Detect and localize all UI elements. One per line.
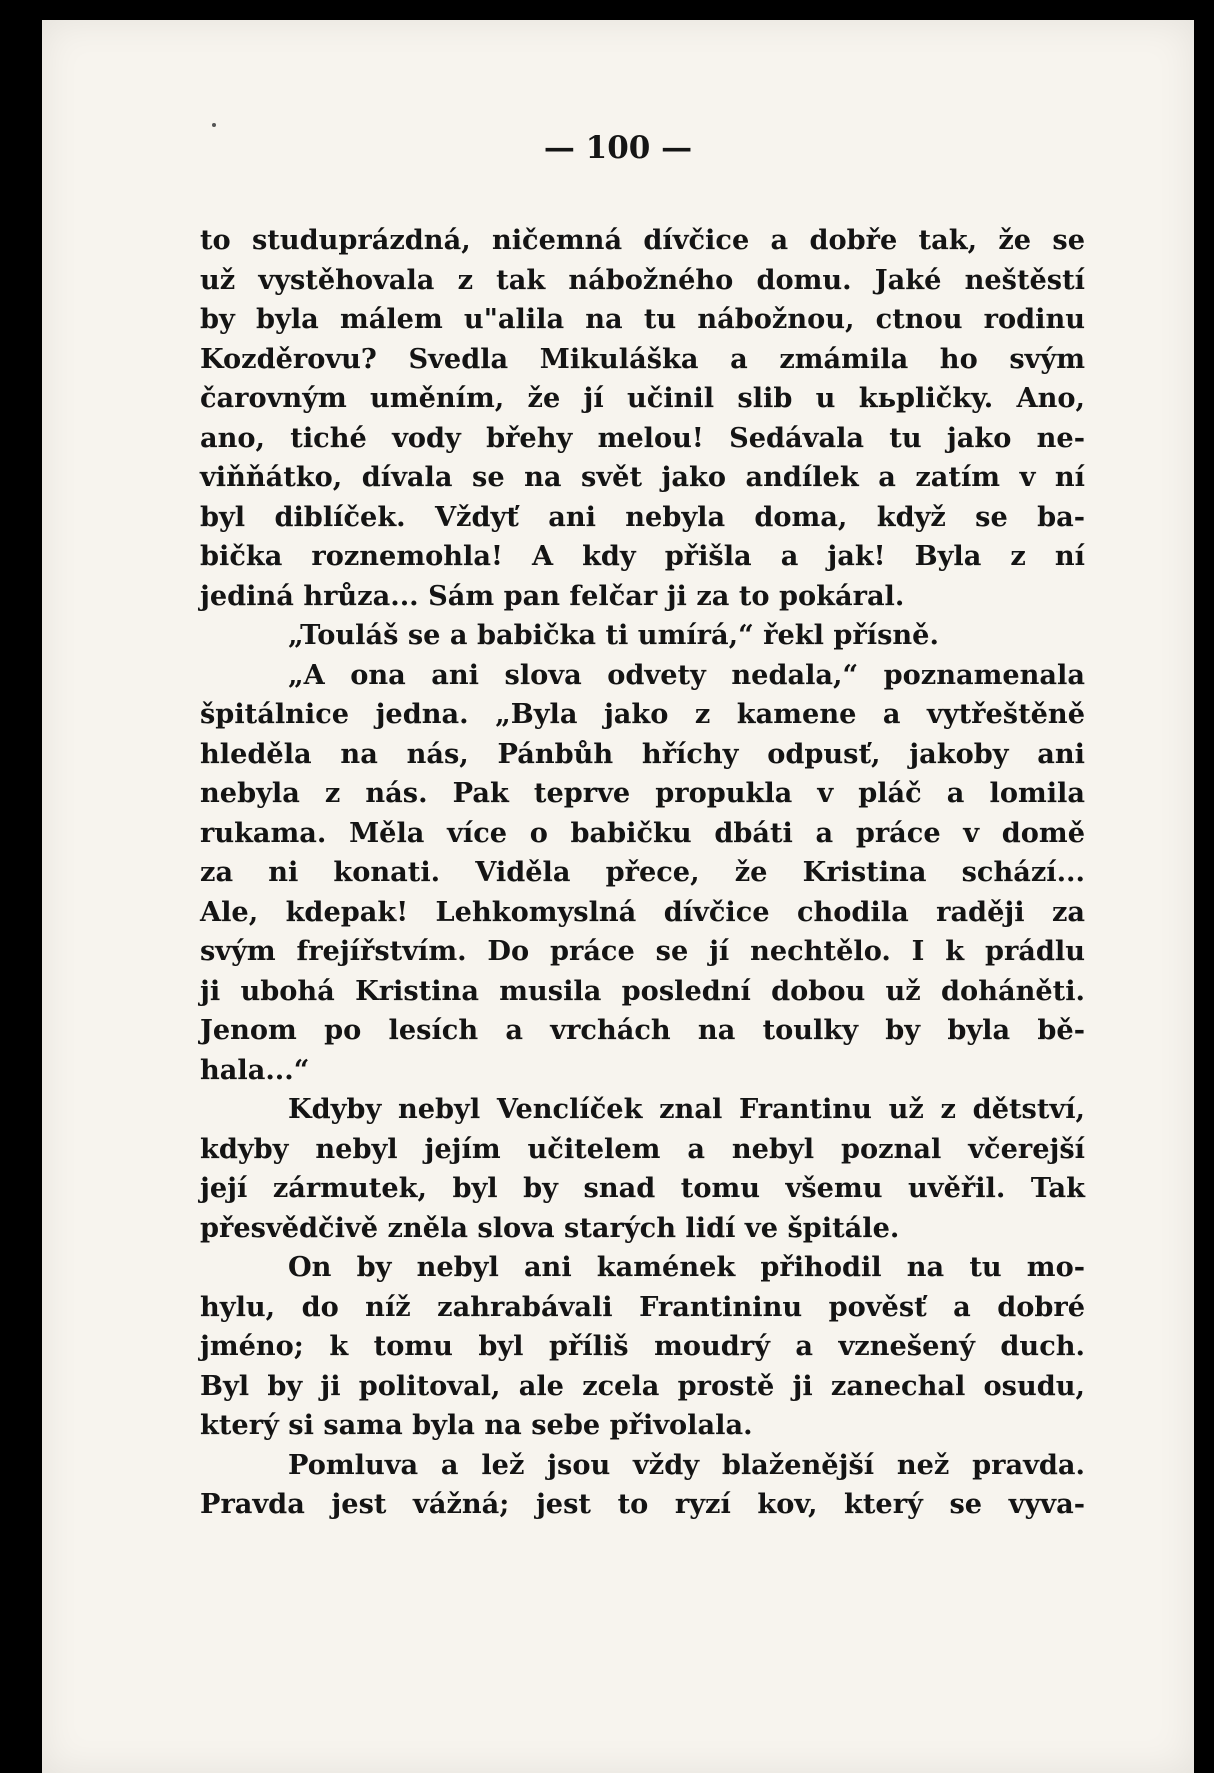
text-line: jméno; k tomu byl příliš moudrý a vznešený duch. bbox=[200, 1330, 1085, 1362]
book-page bbox=[42, 20, 1194, 1773]
text-line: Jenom po lesích a vrchách na toulky by byla bě- bbox=[200, 1014, 1085, 1046]
text-line: svým frejířstvím. Do práce se jí nechtělo. I k prádlu bbox=[200, 935, 1085, 967]
text-line: který si sama byla na sebe přivolala. bbox=[200, 1409, 753, 1441]
text-line: Ale, kdepak! Lehkomyslná dívčice chodila raději za bbox=[200, 895, 1085, 928]
text-line: On by nebyl ani kamének přihodil na tu mo- bbox=[288, 1251, 1085, 1283]
text-line: za ni konati. Viděla přece, že Kristina schází... bbox=[200, 856, 1085, 888]
text-line: Pomluva a lež jsou vždy blaženější než pravda. bbox=[288, 1448, 1085, 1481]
text-line: hylu, do níž zahrabávali Frantininu pověsť a dobré bbox=[200, 1290, 1085, 1323]
text-line: bička roznemohla! A kdy přišla a jak! Byla z ní bbox=[200, 540, 1085, 572]
text-line: „A ona ani slova odvety nedala,“ poznamenala bbox=[288, 658, 1085, 691]
text-line: špitálnice jedna. „Byla jako z kamene a vytřeštěně bbox=[200, 698, 1085, 730]
text-line: jediná hrůza... Sám pan felčar ji za to pokáral. bbox=[200, 579, 905, 612]
text-line: „Touláš se a babička ti umírá,“ řekl přísně. bbox=[288, 619, 939, 651]
text-line: už vystěhovala z tak nábožného domu. Jaké neštěstí bbox=[200, 263, 1085, 296]
text-line: čarovným uměním, že jí učinil slib u kьpličky. Ano, bbox=[200, 382, 1085, 414]
text-line: hala...“ bbox=[200, 1053, 310, 1086]
text-line: ji ubohá Kristina musila poslední dobou už doháněti. bbox=[200, 974, 1085, 1007]
text-line: to studuprázdná, ničemná dívčice a dobře tak, že se bbox=[200, 224, 1085, 256]
body-text bbox=[200, 221, 1085, 1525]
text-line: Kozděrovu? Svedla Mikuláška a zmámila ho svým bbox=[200, 342, 1085, 375]
page-number: — 100 — bbox=[543, 130, 693, 166]
text-line: její zármutek, byl by snad tomu všemu uvěřil. Tak bbox=[200, 1172, 1085, 1204]
text-line: by byla málem u"alila na tu nábožnou, ctnou rodinu bbox=[200, 303, 1085, 335]
text-line: hleděla na nás, Pánbůh hříchy odpusť, jakoby ani bbox=[200, 737, 1085, 770]
text-line: Pravda jest vážná; jest to ryzí kov, který se vyva- bbox=[200, 1488, 1085, 1520]
text-line: viňňátko, dívala se na svět jako andílek a zatím v ní bbox=[200, 461, 1085, 493]
text-line: Kdyby nebyl Venclíček znal Frantinu už z dětství, bbox=[288, 1093, 1085, 1125]
text-line: rukama. Měla více o babičku dbáti a práce v domě bbox=[200, 816, 1085, 849]
text-line: byl diblíček. Vždyť ani nebyla doma, když se ba- bbox=[200, 500, 1085, 533]
text-line: Byl by ji politoval, ale zcela prostě ji zanechal osudu, bbox=[200, 1369, 1085, 1402]
text-line: kdyby nebyl jejím učitelem a nebyl poznal včerejší bbox=[200, 1132, 1085, 1165]
text-line: nebyla z nás. Pak teprve propukla v pláč a lomila bbox=[200, 777, 1085, 809]
text-line: ano, tiché vody břehy melou! Sedávala tu jako ne- bbox=[200, 421, 1085, 454]
text-line: přesvědčivě zněla slova starých lidí ve špitále. bbox=[200, 1211, 900, 1244]
paper-speck bbox=[212, 123, 216, 127]
